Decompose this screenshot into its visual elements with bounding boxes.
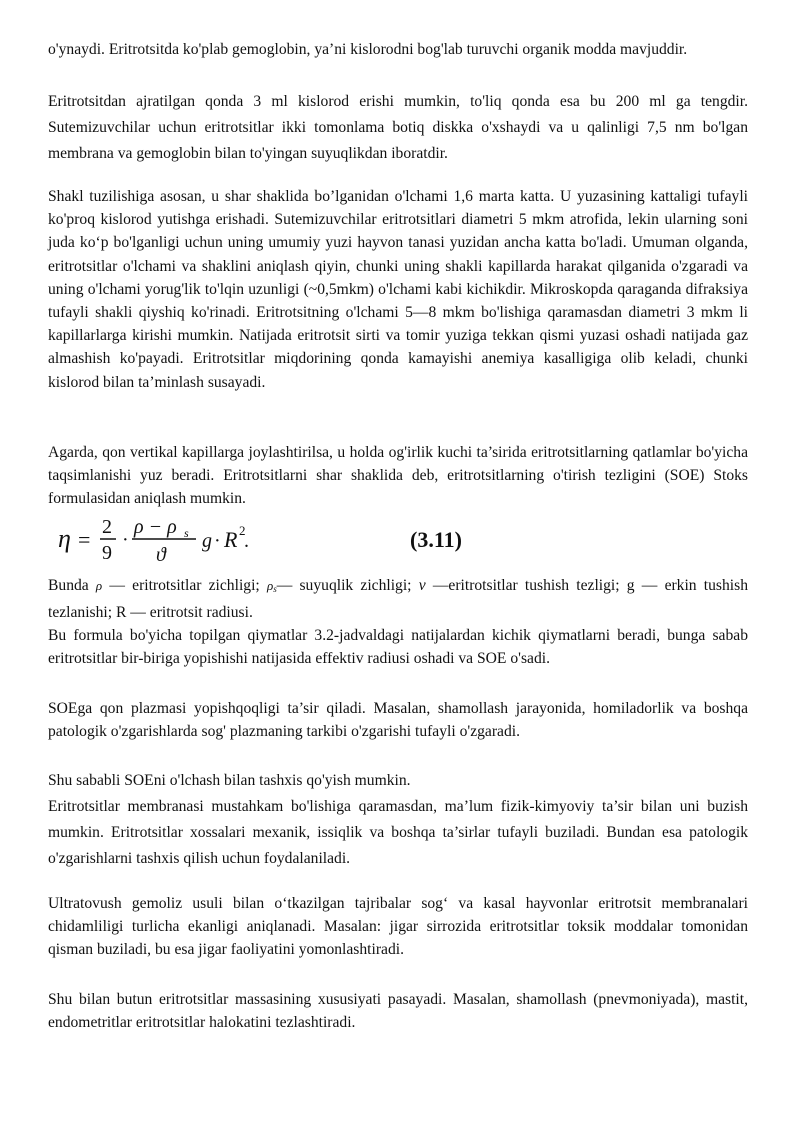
legend-bunda: Bunda [48, 577, 89, 594]
paragraph-membrane: Eritrotsitlar membranasi mustahkam bo'lishiga qaramasdan, ma’lum fizik-kimyoviy ta’sir bilan uni buzish mumkin. Eritrotsitlar xossalari mexanik, issiqlik va boshqa ta’sirlar tufayli buziladi. Bundan esa patologik o'zgarishlarni tashxis qilish uchun foydalaniladi. [48, 798, 748, 867]
legend-rho-desc: — eritrotsitlar zichligi; [102, 577, 267, 594]
paragraph-ultrasound: Ultratovush gemoliz usuli bilan o‘tkazilgan tajribalar sog‘ va kasal hayvonlar eritrotsit membranalari chidamliligi turlicha ekanligi aniqlanadi. Masalan: jigar sirrozida eritrotsitlar toksik moddalar tomonidan qisman buziladi, bu esa jigar faoliyatini yomonlashtiradi. [48, 895, 748, 959]
paragraph-oxygen-capacity: Eritrotsitdan ajratilgan qonda 3 ml kislorod erishi mumkin, to'liq qonda esa bu 200 ml ga tengdir. Sutemizuvchilar uchun eritrotsitlar ikki tomonlama botiq diskka o'xshaydi va u qalinligi 7,5 nm bo'lgan membrana va gemoglobin bilan to'yingan suyuqlikdan iboratdir. [48, 93, 748, 162]
stokes-formula [58, 511, 748, 569]
formula-frac-denominator: 9 [102, 542, 112, 564]
formula-g: g [202, 530, 212, 552]
paragraph-legend [48, 574, 748, 624]
paragraph-plasma-viscosity: SOEga qon plazmasi yopishqoqligi ta’sir qiladi. Masalan, shamollash jarayonida, homiladorlik va boshqa patologik o'zgarishlarda sog' plazmaning tarkibi o'zgarishi tufayli o'zgaradi. [48, 700, 748, 741]
paragraph-sedimentation: Agarda, qon vertikal kapillarga joylashtirilsa, u holda og'irlik kuchi ta’sirida eritrotsitlarning qatlamlar bo'yicha taqsimlanishi yuz beradi. Eritrotsitlarni shar shaklida deb, eritrotsitlarning o'tirish tezligini (SOE) Stoks formulasidan aniqlash mumkin. [48, 444, 748, 508]
formula-denominator: ϑ [156, 544, 166, 566]
formula-graphic [58, 511, 748, 569]
legend-rhos-symbol: ρ [266, 578, 274, 593]
legend-rho-symbol: ρ [95, 578, 103, 593]
paragraph-formula-values: Bu formula bo'yicha topilgan qiymatlar 3.2-jadvaldagi natijalardan kichik qiymatlarni beradi, bunga sabab eritrotsitlar bir-biriga yopishishi natijasida effektiv radiusi oshadi va SOE o'sadi. [48, 627, 748, 668]
paragraph-conclusion: Shu bilan butun eritrotsitlar massasining xususiyati pasayadi. Masalan, shamollash (pnevmoniyada), mastit, endometritlar eritrotsitlar halokatini tezlashtiradi. [48, 991, 748, 1032]
formula-rho-subscript: s [184, 526, 189, 540]
formula-number: (3.11) [410, 527, 462, 552]
formula-rho-difference: ρ − ρ [134, 516, 177, 538]
formula-exponent: 2 [239, 523, 246, 538]
legend-v-symbol: v [418, 577, 426, 594]
formula-frac-numerator: 2 [102, 516, 112, 538]
legend-rhos-subscript: s [273, 584, 277, 594]
paragraph-hemoglobin: o'ynaydi. Eritrotsitda ko'plab gemoglobin, ya’ni kislorodni bog'lab turuvchi organik modda mavjuddir. [48, 41, 688, 58]
formula-dot-2: · [214, 530, 221, 552]
formula-equals: = [78, 527, 91, 552]
formula-dot: · [122, 529, 129, 551]
formula-R: R [224, 527, 238, 552]
paragraph-cell-shape: Shakl tuzilishiga asosan, u shar shaklida bo’lganidan o'lchami 1,6 marta katta. U yuzasining kattaligi tufayli ko'proq kislorod yutishga erishadi. Sutemizuvchilar eritrotsitlari diametri 5 mkm atrofida, lekin ularning soni juda ko‘p bo'lganligi uchun uning umumiy yuzi hayvon tanasi yuzidan ancha katta bo'ladi. Umuman olganda, eritrotsitlar o'lchami va shaklini aniqlash qiyin, chunki uning shakli kapillarda harakat qilganida o'zgaradi va uning o'lchami yorug'lik to'lqin uzunligi (~0,5mkm) o'lchami kabi kichikdir. Mikroskopda qaraganda difraksiya tufayli shakli qiyshiq ko'rinadi. Eritrotsitning o'lchami 5—8 mkm bo'lishiga qaramasdan diametri 3 mkm li kapillarlarga kirishi mumkin. Natijada eritrotsit sirti va tomir yuziga tekkan qismi yuzasi oshadi natijada gaz almashish ko'payadi. Eritrotsitlar miqdorining qonda kamayishi anemiya kasalligiga olib keladi, chunki kislorod bilan ta’minlash susayadi. [48, 188, 748, 391]
formula-eta: η [58, 524, 71, 553]
legend-rhos-desc: — suyuqlik zichligi; [276, 577, 419, 594]
legend-v-desc: —eritrotsitlar tushish tezligi; g — erkin tushish tezlanishi; R — eritrotsit radiusi. [48, 577, 748, 622]
formula-end: . [244, 530, 249, 552]
paragraph-diagnosis: Shu sababli SOEni o'lchash bilan tashxis qo'yish mumkin. [48, 772, 411, 789]
